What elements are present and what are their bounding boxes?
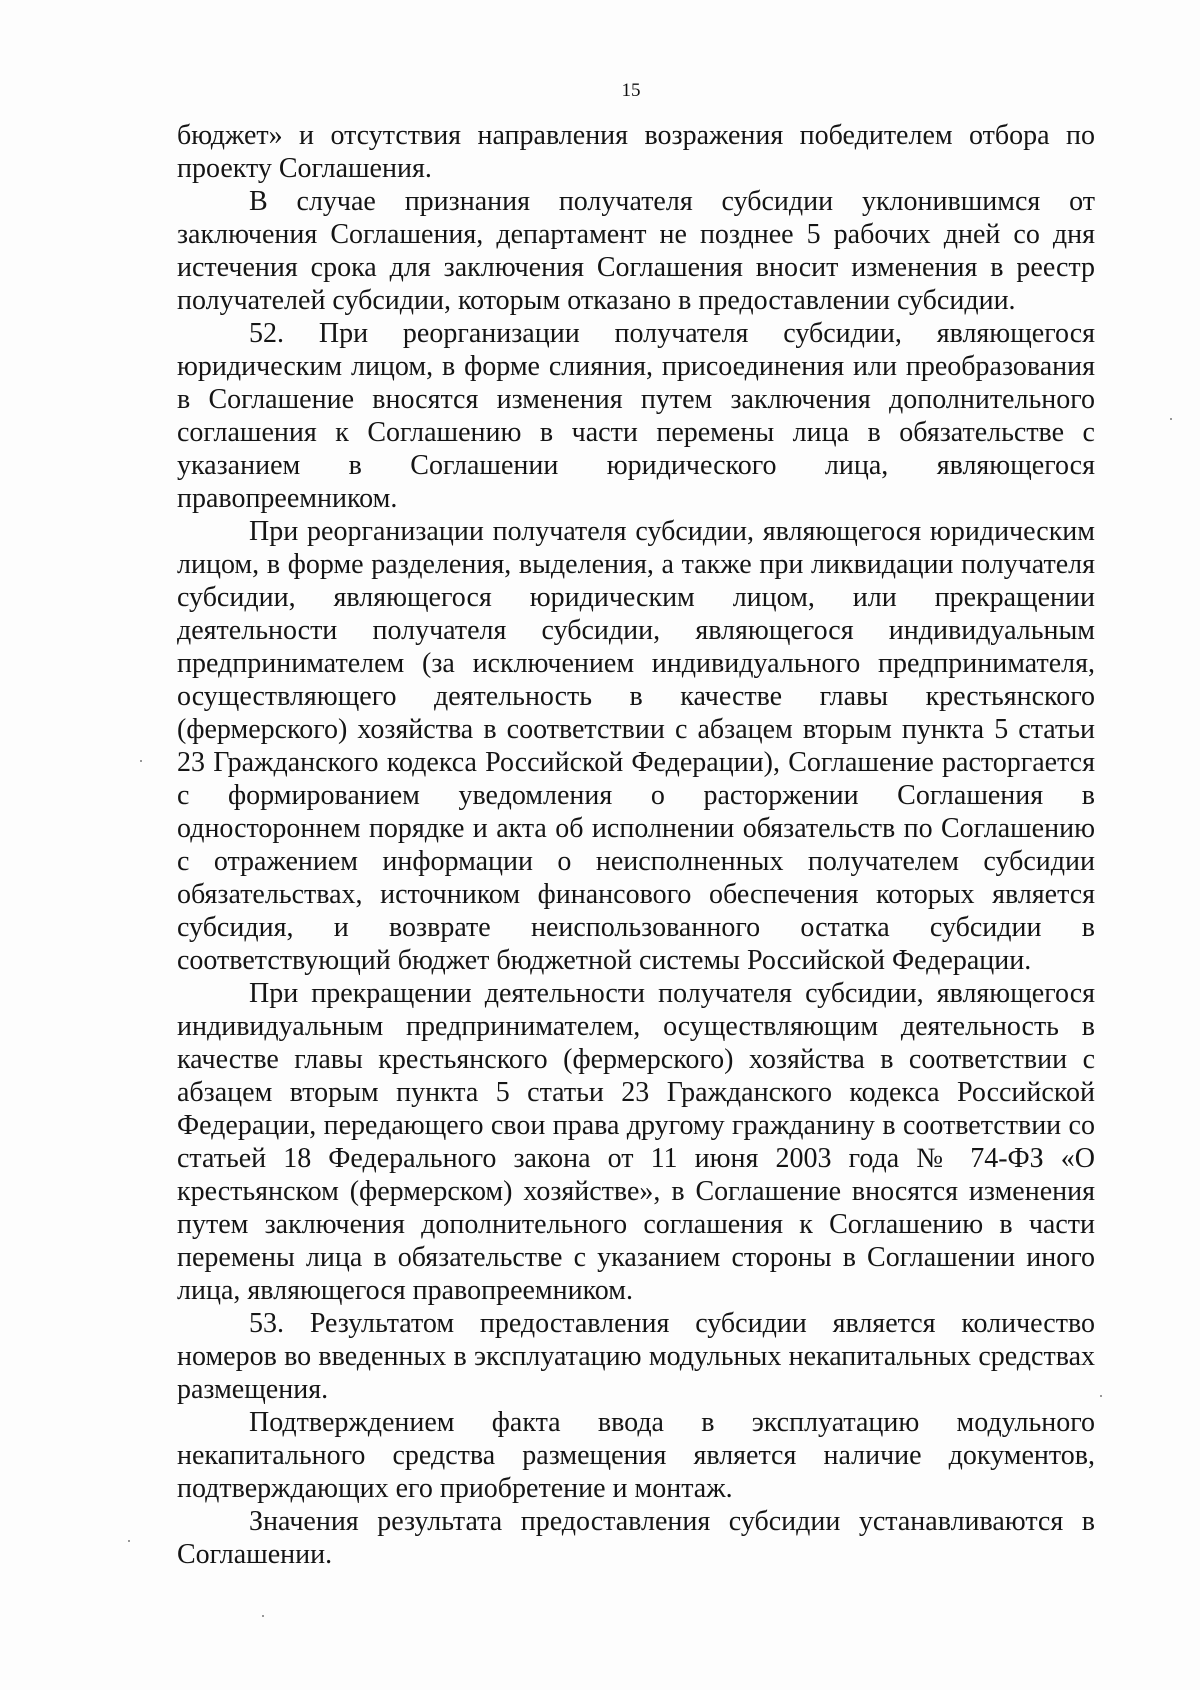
scan-speck bbox=[140, 760, 142, 762]
paragraph-termination: При прекращении деятельности получателя субсидии, являющегося индивидуальным предпринимателем, осуществляющим деятельность в качестве главы крестьянского (фермерского) хозяйства в соответствии с абзацем вторым пункта 5 статьи 23 Гражданского кодекса Российской Федерации, передающего свои права другому гражданину в соответствии со статьей 18 Федерального закона от 11 июня 2003 года № 74-ФЗ «О крестьянском (фермерском) хозяйстве», в Соглашение вносятся изменения путем заключения дополнительного соглашения к Соглашению в части перемены лица в обязательстве с указанием стороны в Соглашении иного лица, являющегося правопреемником. bbox=[177, 978, 1095, 1306]
paragraph-reorganization: При реорганизации получателя субсидии, являющегося юридическим лицом, в форме разделения, выделения, а также при ликвидации получателя субсидии, являющегося юридическим лицом, или прекращении деятельности получателя субсидии, являющегося индивидуальным предпринимателем (за исключением индивидуального предпринимателя, осуществляющего деятельность в качестве главы крестьянского (фермерского) хозяйства в соответствии с абзацем вторым пункта 5 статьи 23 Гражданского кодекса Российской Федерации), Соглашение расторгается с формированием уведомления о расторжении Соглашения в одностороннем порядке и акта об исполнении обязательств по Соглашению с отражением информации о неисполненных получателем субсидии обязательствах, источником финансового обеспечения которых является субсидия, и возврате неиспользованного остатка субсидии в соответствующий бюджет бюджетной системы Российской Федерации. bbox=[177, 516, 1095, 976]
paragraph-53: 53. Результатом предоставления субсидии является количество номеров во введенных в эксплуатацию модульных некапитальных средствах размещения. bbox=[177, 1308, 1095, 1405]
scan-speck bbox=[1100, 1395, 1102, 1397]
paragraph-values: Значения результата предоставления субсидии устанавливаются в Соглашении. bbox=[177, 1506, 1095, 1570]
document-body bbox=[177, 119, 1095, 1571]
page-number: 15 bbox=[621, 80, 641, 101]
paragraph-confirmation: Подтверждением факта ввода в эксплуатацию модульного некапитального средства размещения является наличие документов, подтверждающих его приобретение и монтаж. bbox=[177, 1407, 1095, 1504]
paragraph-52: 52. При реорганизации получателя субсидии, являющегося юридическим лицом, в форме слияния, присоединения или преобразования в Соглашение вносятся изменения путем заключения дополнительного соглашения к Соглашению в части перемены лица в обязательстве с указанием в Соглашении юридического лица, являющегося правопреемником. bbox=[177, 318, 1095, 514]
paragraph-evasion: В случае признания получателя субсидии уклонившимся от заключения Соглашения, департамент не позднее 5 рабочих дней со дня истечения срока для заключения Соглашения вносит изменения в реестр получателей субсидии, которым отказано в предоставлении субсидии. bbox=[177, 186, 1095, 316]
paragraph-continuation: бюджет» и отсутствия направления возражения победителем отбора по проекту Соглашения. bbox=[177, 120, 1095, 184]
scan-speck bbox=[262, 1615, 264, 1617]
scan-speck bbox=[128, 1540, 130, 1542]
scan-speck bbox=[1170, 418, 1172, 420]
